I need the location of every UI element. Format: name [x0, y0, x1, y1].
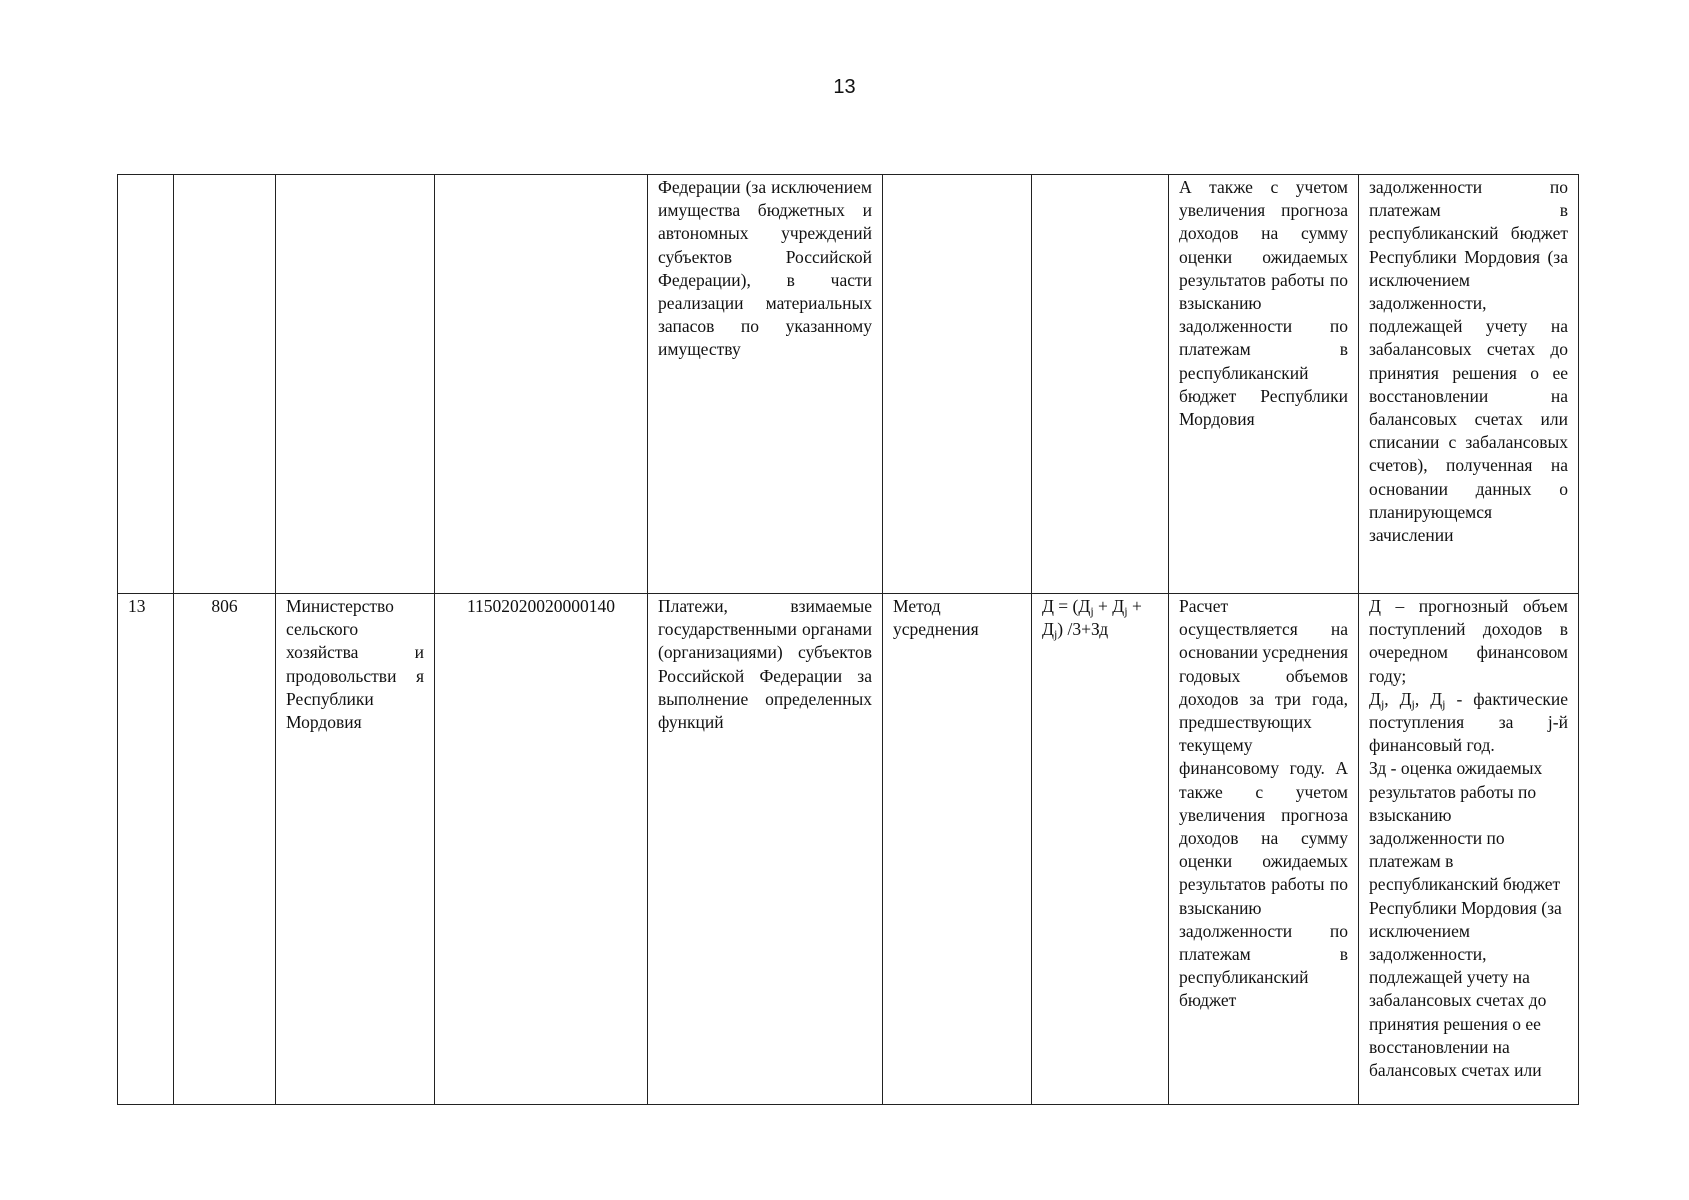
description-cell [1359, 594, 1579, 1105]
admin-code-cell: 806 [174, 594, 276, 1105]
formula-cell [1032, 175, 1169, 594]
row-number-cell [118, 175, 174, 594]
admin-code-cell [174, 175, 276, 594]
description-paragraph: Зд - оценка ожидаемых результатов работы по взысканию задолженности по платежам в республиканский бюджет Республики Мордовия (за исключением задолженности, подлежащей учету на забалансовых счетах до принятия решения о ее восстановлении на балансовых счетах или [1369, 758, 1562, 1081]
kbk-cell: 11502020020000140 [435, 594, 648, 1105]
table-row [118, 175, 1579, 594]
administrator-cell: Министерство сельского хозяйства и продовольстви я Республики Мордовия [276, 594, 435, 1105]
administrator-cell [276, 175, 435, 594]
kbk-cell [435, 175, 648, 594]
calculation-cell: А также с учетом увеличения прогноза доходов на сумму оценки ожидаемых результатов работы по взысканию задолженности по платежам в республиканский бюджет Республики Мордовия [1169, 175, 1359, 594]
description-cell: задолженности по платежам в республиканский бюджет Республики Мордовия (за исключением задолженности, подлежащей учету на забалансовых счетах до принятия решения о ее восстановлении на балансовых счетах или списании с забалансовых счетов), полученная на основании данных о планирующемся зачислении [1359, 175, 1579, 594]
method-cell [883, 175, 1032, 594]
method-cell: Метод усреднения [883, 594, 1032, 1105]
revenue-name-cell: Платежи, взимаемые государственными органами (организациями) субъектов Российской Федерации за выполнение определенных функций [648, 594, 883, 1105]
table-row [118, 594, 1579, 1105]
revenue-name-cell: Федерации (за исключением имущества бюджетных и автономных учреждений субъектов Российской Федерации), в части реализации материальных запасов по указанному имуществу [648, 175, 883, 594]
description-paragraph: Д – прогнозный объем поступлений доходов в очередном финансовом году; [1369, 596, 1568, 686]
calculation-cell: Расчет осуществляется на основании усреднения годовых объемов доходов за три года, предшествующих текущему финансовому году. А также с учетом увеличения прогноза доходов на сумму оценки ожидаемых результатов работы по взысканию задолженности по платежам в республиканский бюджет [1169, 594, 1359, 1105]
row-number-cell: 13 [118, 594, 174, 1105]
page-number: 13 [833, 76, 856, 98]
description-paragraph: $Д_j$, $Д_j$, $Д_j$ - фактические поступления за j-й финансовый год. [1369, 688, 1569, 756]
formula-cell: $Д = (Д_j + Д_j + Д_j)$ /3+Зд [1032, 594, 1169, 1105]
revenue-forecast-table [117, 174, 1579, 1105]
